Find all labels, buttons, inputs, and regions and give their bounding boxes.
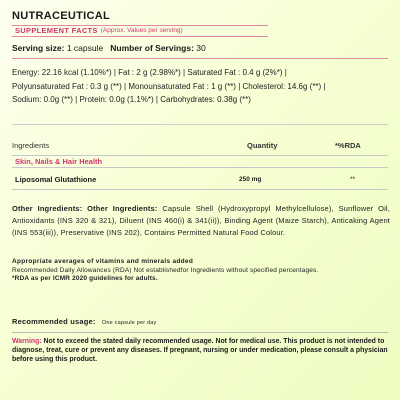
supplement-facts-subtitle: (Approx. Values per serving)	[100, 27, 183, 34]
page-title: NUTRACEUTICAL	[12, 10, 111, 22]
other-ingredients-label: Other Ingredients:	[87, 204, 158, 213]
servings-count-value: 30	[196, 43, 206, 53]
averages-heading: Appropriate averages of vitamins and minerals added	[12, 258, 194, 265]
divider	[12, 332, 388, 333]
nutrition-values	[12, 66, 390, 107]
supplement-facts-header	[12, 25, 268, 37]
recommended-usage	[12, 317, 156, 326]
ingredient-quantity: 250 mg	[239, 176, 262, 183]
other-ingredients-label: Other Ingredients:	[12, 204, 83, 213]
other-ingredients	[12, 191, 390, 239]
ingredient-rda: **	[350, 176, 356, 183]
rda-notes	[12, 258, 390, 284]
serving-size-value: 1 capsule	[66, 43, 104, 53]
recommended-usage-label: Recommended usage:	[12, 317, 96, 326]
nutrition-line: Sodium: 0.0g (**) | Protein: 0.0g (1.1%*) | Carbohydrates: 0.38g (**)	[12, 95, 251, 104]
warning-body: Not to exceed the stated daily recommended usage. Not for medical use. This product is not intended to diagnose, treat, cure or prevent any diseases. If pregnant, nursing or under medication, please consult a physician before using this product.	[12, 338, 388, 363]
table-category: Skin, Nails & Hair Health	[12, 155, 388, 168]
ingredient-name: Liposomal Glutathione	[15, 175, 97, 184]
servings-count-label: Number of Servings:	[110, 43, 194, 53]
warning-label: Warning:	[12, 338, 42, 345]
divider	[12, 189, 388, 190]
serving-size-label: Serving size:	[12, 43, 65, 53]
rda-note: Recommended Daily Allowances (RDA) Not establishedfor Ingredients without specified percentages.	[12, 266, 319, 274]
header-ingredients: Ingredients	[12, 141, 50, 150]
nutrition-line: Energy: 22.16 kcal (1.10%*) | Fat : 2 g (2.98%*) | Saturated Fat : 0.4 g (2%*) |	[12, 68, 287, 77]
divider	[12, 58, 388, 59]
header-rda: *%RDA	[335, 141, 361, 150]
rda-footnote: *RDA as per ICMR 2020 guidelines for adults.	[12, 275, 158, 282]
supplement-facts-title: SUPPLEMENT FACTS	[15, 26, 98, 35]
other-ingredients-text: Capsule Shell (Hydroxypropyl Methylcellulose), Sunflower Oil, Antioxidants (INS 320 & 321), Diluent (INS 460(i) & 341(ii)), Binding Agent (Maize Starch), Anticaking Agent (INS 553(iii)), Preservative (INS 202), Contains Permitted Natural Food Colour.	[12, 204, 390, 237]
nutrition-line: Polyunsaturated Fat : 0.3 g (**) | Monounsaturated Fat : 1 g (**) | Cholesterol: 14.6g (**) |	[12, 81, 326, 91]
header-quantity: Quantity	[247, 141, 278, 150]
warning-text	[12, 337, 392, 364]
serving-info	[12, 43, 206, 54]
table-header	[12, 141, 388, 151]
recommended-usage-value: One capsule per day	[101, 320, 157, 326]
table-row	[12, 173, 388, 186]
divider	[12, 124, 388, 125]
